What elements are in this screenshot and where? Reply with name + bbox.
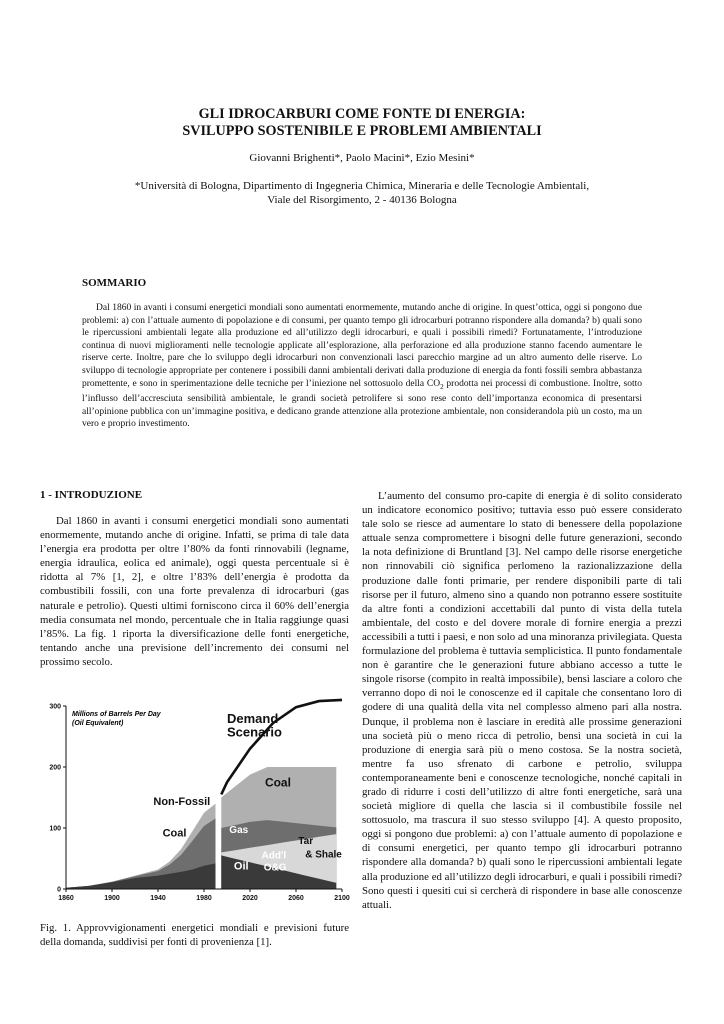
x-tick-label: 2100 xyxy=(334,895,350,902)
forecast-coal-label: Coal xyxy=(264,775,291,790)
paper-title xyxy=(40,106,684,140)
title-line-2: SVILUPPO SOSTENIBILE E PROBLEMI AMBIENTALI xyxy=(182,123,542,139)
historical-coal-label: Coal xyxy=(162,827,187,840)
affiliation-line-1: *Università di Bologna, Dipartimento di Ingegneria Chimica, Mineraria e delle Tecnologie Ambientali, xyxy=(134,180,590,192)
affiliation-line-2: Viale del Risorgimento, 2 - 40136 Bologna xyxy=(267,194,457,206)
y-axis-subtitle: (Oil Equivalent) xyxy=(72,720,124,727)
non-fossil-label: Non-Fossil xyxy=(153,795,211,808)
sommario-heading: SOMMARIO xyxy=(82,277,147,289)
y-tick-label: 100 xyxy=(49,825,61,833)
figure-1 xyxy=(40,694,350,904)
y-axis-title: Millions of Barrels Per Day xyxy=(72,711,161,718)
og-label: O&G xyxy=(263,862,287,874)
gas-label: Gas xyxy=(229,824,249,836)
abstract-subscript: 2 xyxy=(440,382,444,391)
x-tick-label: 2020 xyxy=(242,895,258,902)
x-tick-label: 1940 xyxy=(150,895,166,902)
title-line-1: GLI IDROCARBURI COME FONTE DI ENERGIA: xyxy=(198,106,526,122)
abstract xyxy=(82,302,642,431)
energy-chart xyxy=(40,694,350,904)
y-tick-label: 300 xyxy=(49,703,61,711)
y-tick-label: 200 xyxy=(49,764,61,772)
x-tick-label: 2060 xyxy=(288,895,304,902)
scenario-label: Scenario xyxy=(227,724,282,740)
section-heading: 1 - INTRODUZIONE xyxy=(40,489,143,501)
tar-label: Tar xyxy=(298,835,314,847)
affiliation xyxy=(40,179,684,207)
abstract-part-2: prodotta nei processi di combustione. Inoltre, sotto l’influsso dell’accresciuta sensibilità ambientale, le grandi società petrolifere si sono rese conto dell’importanza economica di presentarsi all’opinione pubblica con un’immagine positiva, e dedicano grande attenzione alla protezione ambientale, non considerandola più un costo, ma un vero e proprio investimento. xyxy=(82,378,642,430)
oil-label: Oil xyxy=(233,860,249,873)
shale-label: & Shale xyxy=(305,849,342,861)
intro-paragraph: Dal 1860 in avanti i consumi energetici mondiali sono aumentati enormemente, mutando anche di origine. Infatti, se prima di tale data l’energia era prodotta per oltre l’80% da fonti rinnovabili (legname, energia idraulica, eolica ed animale), oggi questa percentuale si è ridotta al 7% [1, 2], e oltre l’83% dell’energia è prodotta da combustibili fossili, con una forte prevalenza di idrocarburi (gas naturale e petrolio). Questi ultimi forniscono circa il 60% dell’energia media consumata nel mondo, percentuale che in Italia raggiunge quasi l’85%. La fig. 1 riporta la diversificazione delle fonti energetiche, tentando anche una previsione dell’incremento dei consumi nel prossimo secolo. xyxy=(40,515,349,668)
addl-label: Add'l xyxy=(261,850,287,862)
demand-label: Demand xyxy=(227,711,279,727)
x-tick-label: 1980 xyxy=(196,895,212,902)
abstract-part-1: Dal 1860 in avanti i consumi energetici mondiali sono aumentati enormemente, mutando anche di origine. In quest’ottica, oggi si pongono due problemi: a) con l’attuale aumento di popolazione e di consumi, per quanto tempo gli idrocarburi potranno rispondere alla domanda? b) quali sono le ripercussioni ambientali legate alla produzione ed all’utilizzo degli idrocarburi, e quali i possibili rimedi? Fortunatamente, l’introduzione continua di nuovi miglioramenti nelle tecnologie applicate all’esplorazione, alla perforazione ed alla produzione stanno facendo aumentare le riserve certe. Inoltre, pare che lo sviluppo degli idrocarburi non convenzionali lasci parecchio margine ad un altro aumento delle riserve. Lo sviluppo di tecnologie appropriate per contenere i possibili danni ambientali derivati dalla produzione di energia da fonti fossili sembra abbastanza promettente, e sono in sperimentazione delle tecniche per l’iniezione nel sottosuolo della CO xyxy=(82,303,642,389)
authors: Giovanni Brighenti*, Paolo Macini*, Ezio Mesini* xyxy=(249,152,475,164)
right-column-paragraph: L’aumento del consumo pro-capite di energia è di solito considerato un indicatore economico positivo; tuttavia esso può essere considerato tale solo se riesce ad aumentare lo stato di benessere della popolazione attuale senza compromettere i bisogni delle future generazioni, secondo la nota definizione di Bruntland [3]. Nel campo delle risorse energetiche non rinnovabili ciò significa perlomeno la razionalizzazione della produzione dalle fonti primarie, per rendere disponibili parte di tali risorse per il futuro, almeno sino a quando non potranno essere sostituite da altre fonti a condizioni accettabili dal punto di vista della tutela ambientale, del costo e del dovere morale di fornire energia a prezzi accessibili a tutti i paesi, e non solo ad una minoranza privilegiata. Questa formulazione del problema è tuttavia semplicistica. Il punto fondamentale non è garantire che le generazioni future abbiano accesso a tutte le singole risorse (compito in realtà impossibile), bensì lasciare a coloro che verranno dopo di noi le conoscenze ed il capitale che consentano loro di godere di una qualità della vita nel complesso almeno pari alla nostra. Dunque, il problema non è lasciare in eredità alle prossime generazioni una società più o meno ricca di petrolio, bensì una società in cui la produzione di energia sarà più o meno costosa. Se la nostra società, mentre fa uso sfrenato di carbone e petrolio, sviluppa contemporaneamente beni e conoscenze tecnologiche, nonché capitali in grado di ridurre i costi dell’utilizzo di altre fonti energetiche, sarà una società migliore di quella che lascia si il combustibile fossile nel sottosuolo, ma trascura il suo stesso sviluppo [4]. A questo proposito, oggi si pongono due problemi: a) con l’attuale aumento di popolazione e di consumi energetici, per quanto tempo gli idrocarburi potranno rispondere alla domanda? b) quali sono le ripercussioni ambientali legate alla produzione ed all’utilizzo degli idrocarburi, e quali i possibili rimedi? Sono questi i quesiti cui si cercherà di rispondere in base alle conoscenze attuali. xyxy=(362,490,682,911)
x-tick-label: 1860 xyxy=(58,895,74,902)
x-tick-label: 1900 xyxy=(104,895,120,902)
figure-caption: Fig. 1. Approvvigionamenti energetici mondiali e previsioni future della domanda, suddivisi per fonti di provenienza [1]. xyxy=(40,922,349,949)
y-tick-label: 0 xyxy=(57,886,61,894)
